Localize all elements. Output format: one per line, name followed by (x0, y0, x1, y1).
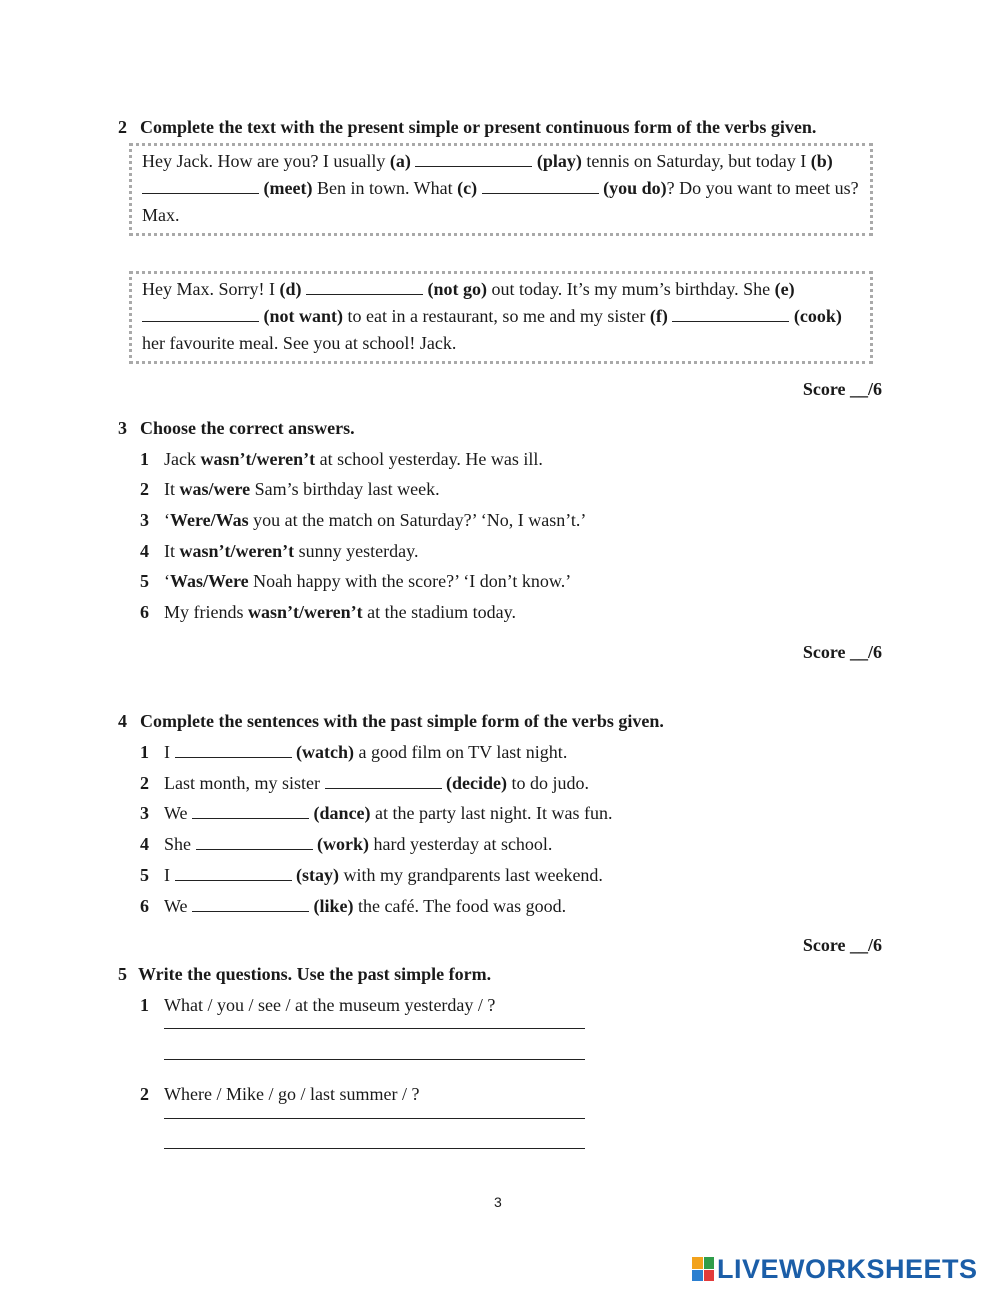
answer-options[interactable]: Were/Was (170, 510, 249, 530)
text: sunny yesterday. (294, 541, 419, 561)
gap-label-e: (e) (774, 279, 795, 299)
gap-label-f: (f) (649, 306, 668, 326)
verb-hint: (decide) (446, 773, 507, 793)
score-section-4: Score __/6 (802, 935, 882, 955)
gap-label-c: (c) (457, 178, 478, 198)
choice-item (140, 541, 418, 562)
section-number: 4 (118, 711, 127, 731)
verb-hint: (watch) (296, 742, 354, 762)
choice-item (140, 571, 571, 592)
blocks-icon (692, 1257, 714, 1281)
answer-blank-c[interactable] (482, 179, 599, 194)
text: Jack (164, 449, 201, 469)
answer-line[interactable] (164, 1118, 585, 1119)
item-number: 4 (140, 541, 149, 561)
gap-fill-item (140, 865, 603, 886)
gap-fill-item (140, 742, 567, 763)
text: We (164, 896, 193, 916)
answer-blank[interactable] (175, 866, 292, 881)
answer-blank[interactable] (192, 804, 309, 819)
question-prompt (140, 1084, 419, 1105)
score-section-2: Score __/6 (802, 379, 882, 399)
score-section-3: Score __/6 (802, 642, 882, 662)
text: Noah happy with the score?’ ‘I don’t know.’ (248, 571, 572, 591)
text: She (164, 834, 196, 854)
verb-hint-c: (you do) (603, 178, 667, 198)
text: My friends (164, 602, 248, 622)
section-3-title (118, 418, 355, 439)
text: at school yesterday. He was ill. (315, 449, 543, 469)
section-5-title (118, 964, 491, 985)
verb-hint: (work) (317, 834, 369, 854)
answer-line[interactable] (164, 1148, 585, 1149)
gap-label-d: (d) (279, 279, 302, 299)
text: ‘ (164, 510, 170, 530)
item-number: 2 (140, 479, 149, 499)
answer-blank-d[interactable] (306, 280, 423, 295)
verb-hint-f: (cook) (793, 306, 842, 326)
item-number: 2 (140, 773, 149, 793)
answer-blank[interactable] (192, 897, 309, 912)
text: to eat in a restaurant, so me and my sister (343, 306, 650, 326)
choice-item (140, 479, 440, 500)
prompt-text: What / you / see / at the museum yesterday / ? (164, 995, 496, 1015)
gap-fill-item (140, 773, 589, 794)
message-box-jack (129, 271, 873, 364)
section-number: 5 (118, 964, 127, 984)
choice-item (140, 510, 586, 531)
text: I (164, 865, 175, 885)
text: It (164, 479, 180, 499)
verb-hint-d: (not go) (427, 279, 487, 299)
text: her favourite meal. See you at school! Jack. (142, 333, 457, 353)
text: ‘ (164, 571, 170, 591)
text: Hey Jack. How are you? I usually (142, 151, 390, 171)
text: to do judo. (506, 773, 589, 793)
gap-fill-item (140, 896, 566, 917)
answer-blank-b[interactable] (142, 179, 259, 194)
section-number: 3 (118, 418, 127, 438)
message-box-max (129, 143, 873, 236)
section-instruction: Complete the text with the present simple or present continuous form of the verbs given. (140, 117, 817, 137)
item-number: 3 (140, 510, 149, 530)
text: It (164, 541, 180, 561)
item-number: 5 (140, 571, 149, 591)
verb-hint: (dance) (313, 803, 371, 823)
verb-hint: (stay) (296, 865, 339, 885)
gap-fill-item (140, 834, 552, 855)
text: Ben in town. What (312, 178, 458, 198)
choice-item (140, 449, 543, 470)
answer-blank-e[interactable] (142, 307, 259, 322)
gap-label-b: (b) (810, 151, 833, 171)
section-instruction: Choose the correct answers. (140, 418, 355, 438)
gap-label-a: (a) (389, 151, 411, 171)
section-4-title (118, 711, 664, 732)
text: Last month, my sister (164, 773, 325, 793)
text: We (164, 803, 193, 823)
answer-line[interactable] (164, 1059, 585, 1060)
verb-hint-a: (play) (536, 151, 582, 171)
item-number: 1 (140, 742, 149, 762)
item-number: 2 (140, 1084, 149, 1104)
section-instruction: Complete the sentences with the past simple form of the verbs given. (140, 711, 664, 731)
choice-item (140, 602, 516, 623)
answer-blank[interactable] (325, 774, 442, 789)
question-prompt (140, 995, 495, 1016)
liveworksheets-logo (692, 1254, 978, 1284)
text: hard yesterday at school. (369, 834, 553, 854)
section-number: 2 (118, 117, 127, 137)
text: Hey Max. Sorry! I (142, 279, 280, 299)
item-number: 3 (140, 803, 149, 823)
item-number: 5 (140, 865, 149, 885)
answer-options[interactable]: Was/Were (170, 571, 249, 591)
text: Sam’s birthday last week. (250, 479, 440, 499)
verb-hint-b: (meet) (263, 178, 313, 198)
item-number: 4 (140, 834, 149, 854)
answer-blank-f[interactable] (672, 307, 789, 322)
answer-options[interactable]: was/were (179, 479, 251, 499)
text: a good film on TV last night. (353, 742, 568, 762)
section-instruction: Write the questions. Use the past simple form. (138, 964, 492, 984)
answer-line[interactable] (164, 1028, 585, 1029)
answer-options[interactable]: wasn’t/weren’t (179, 541, 295, 561)
answer-blank-a[interactable] (415, 152, 532, 167)
verb-hint-e: (not want) (263, 306, 343, 326)
text: at the party last night. It was fun. (370, 803, 613, 823)
prompt-text: Where / Mike / go / last summer / ? (164, 1084, 420, 1104)
text: you at the match on Saturday?’ ‘No, I wasn’t.’ (248, 510, 587, 530)
section-2-title (118, 117, 816, 138)
text: out today. It’s my mum’s birthday. She (486, 279, 775, 299)
text: I (164, 742, 175, 762)
answer-blank[interactable] (175, 743, 292, 758)
verb-hint: (like) (313, 896, 354, 916)
text: tennis on Saturday, but today I (581, 151, 811, 171)
answer-blank[interactable] (196, 835, 313, 850)
answer-options[interactable]: wasn’t/weren’t (248, 602, 363, 622)
item-number: 6 (140, 896, 149, 916)
answer-options[interactable]: wasn’t/weren’t (200, 449, 316, 469)
brand-text: LIVEWORKSHEETS (717, 1254, 978, 1284)
item-number: 1 (140, 995, 149, 1015)
page-number: 3 (494, 1194, 502, 1210)
text: with my grandparents last weekend. (339, 865, 603, 885)
text: the café. The food was good. (353, 896, 567, 916)
item-number: 6 (140, 602, 149, 622)
text: at the stadium today. (362, 602, 516, 622)
text: ? Do you want to meet us? Max. (142, 178, 859, 225)
gap-fill-item (140, 803, 613, 824)
item-number: 1 (140, 449, 149, 469)
